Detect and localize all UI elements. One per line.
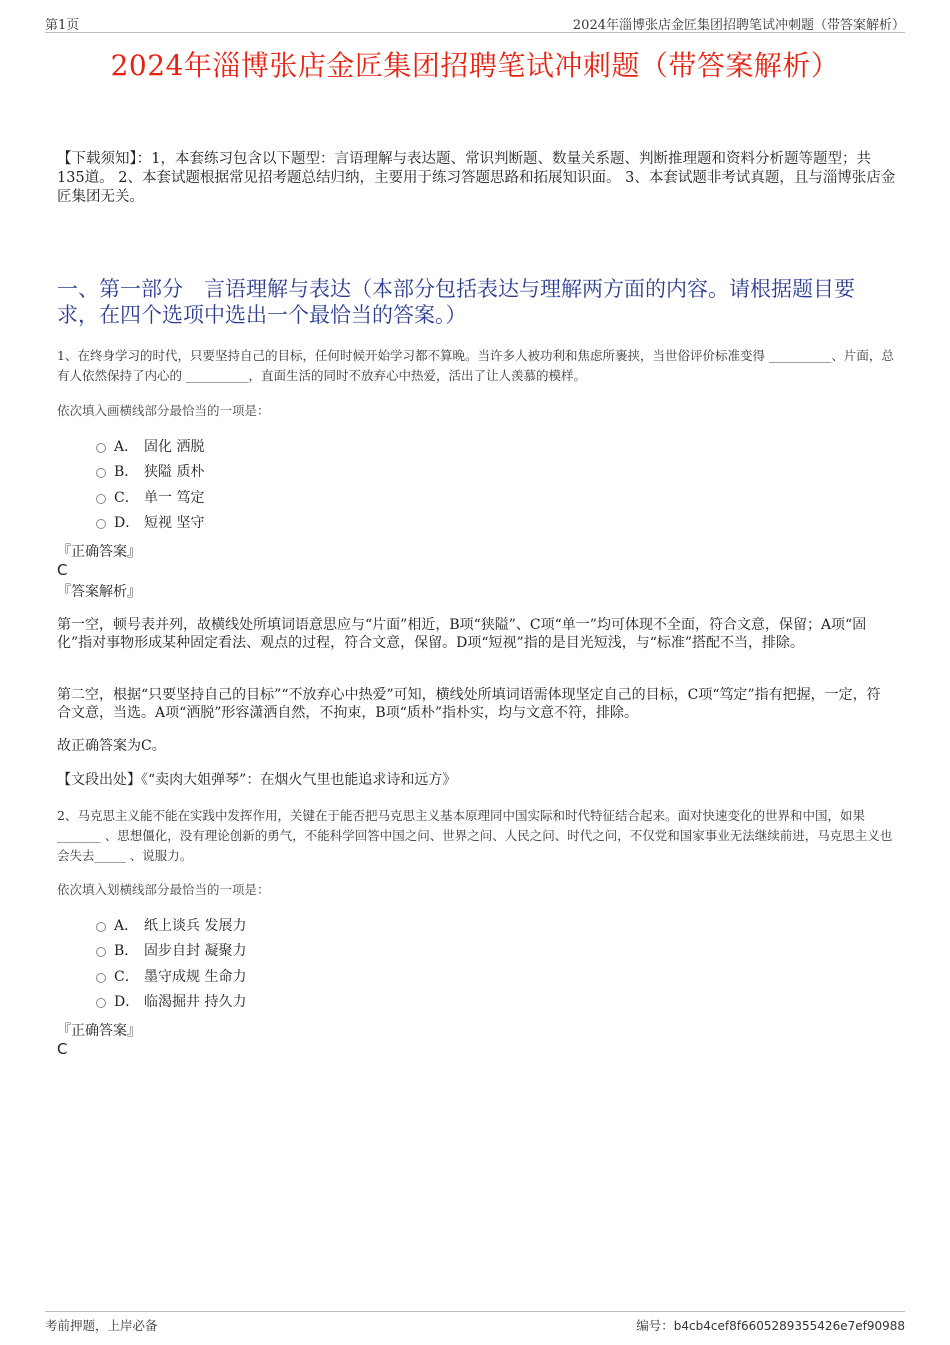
option-text: 纸上谈兵 发展力 bbox=[144, 917, 247, 934]
question-2-text: 2、马克思主义能不能在实践中发挥作用，关键在于能否把马克思主义基本原理同中国实际和时代特征结合起来。面对快速变化的世界和中国，如果_______ 、思想僵化，没有理论创新的勇气，不能科学回答中国之问、世界之问、人民之问、时代之问，不仅党和国家事业无法继续前进，马克思主义也会失去_____ 、说服力。 bbox=[57, 808, 893, 863]
radio-button[interactable] bbox=[96, 519, 106, 529]
radio-button[interactable] bbox=[96, 973, 106, 983]
radio-button[interactable] bbox=[96, 922, 106, 932]
question-1-text: 1、在终身学习的时代，只要坚持自己的目标，任何时候开始学习都不算晚。当许多人被功利和焦虑所裹挟，当世俗评价标准变得 __________、片面，总有人依然保持了内心的 __________，直面生活的同时不放弃心中热爱，活出了让人羡慕的模样。 bbox=[57, 348, 894, 383]
header-doc-title: 2024年淄博张店金匠集团招聘笔试冲刺题（带答案解析） bbox=[572, 18, 905, 33]
option-letter: C． bbox=[114, 968, 139, 985]
download-notice: 【下载须知】：1，本套练习包含以下题型：言语理解与表达题、常识判断题、数量关系题、判断推理题和资料分析题等题型；共135道。 2、本套试题根据常见招考题总结归纳，主要用于练习答题思路和拓展知识面。 3、本套试题非考试真题，且与淄博张店金匠集团无关。 bbox=[57, 151, 896, 205]
document-title: 2024年淄博张店金匠集团招聘笔试冲刺题（带答案解析） bbox=[110, 49, 840, 82]
option-text: 固化 洒脱 bbox=[144, 438, 205, 455]
question-1-answer: C bbox=[57, 561, 68, 579]
question-1-option-c[interactable] bbox=[96, 484, 204, 510]
radio-button[interactable] bbox=[96, 998, 106, 1008]
option-letter: B． bbox=[114, 464, 139, 481]
option-letter: B． bbox=[114, 943, 139, 960]
option-text: 固步自封 凝聚力 bbox=[144, 943, 247, 960]
question-1-analysis-para-1: 第一空，顿号表并列，故横线处所填词语意思应与“片面”相近，B项“狭隘”、C项“单一”均可体现不全面，符合文意，保留；A项“固化”指对事物形成某种固定看法、观点的过程，符合文意，保留。D项“短视”指的是目光短浅，与“标准”搭配不当，排除。 bbox=[57, 617, 867, 651]
option-letter: A． bbox=[114, 438, 139, 455]
question-1-instruction: 依次填入画横线部分最恰当的一项是： bbox=[57, 403, 270, 418]
question-1-option-d[interactable] bbox=[96, 510, 204, 536]
option-text: 单一 笃定 bbox=[144, 489, 205, 506]
question-1-analysis-conclusion: 故正确答案为C。 bbox=[57, 738, 166, 754]
question-2-option-c[interactable] bbox=[96, 963, 246, 989]
question-2-answer: C bbox=[57, 1040, 68, 1058]
question-1-option-b[interactable] bbox=[96, 459, 204, 485]
question-1-analysis-label: 『答案解析』 bbox=[57, 584, 141, 600]
page-header bbox=[45, 14, 905, 33]
option-letter: C． bbox=[114, 489, 139, 506]
document-code-value: b4cb4cef8f6605289355426e7ef90988 bbox=[673, 1319, 905, 1333]
question-2-option-d[interactable] bbox=[96, 989, 246, 1015]
question-2-options bbox=[96, 912, 246, 1014]
question-1-source: 【文段出处】《“卖肉大姐弹琴”：在烟火气里也能追求诗和远方》 bbox=[57, 772, 457, 788]
page-footer bbox=[45, 1311, 905, 1334]
question-1-answer-label: 『正确答案』 bbox=[57, 544, 141, 560]
radio-button[interactable] bbox=[96, 947, 106, 957]
radio-button[interactable] bbox=[96, 443, 106, 453]
question-2-answer-label: 『正确答案』 bbox=[57, 1023, 141, 1039]
question-1-analysis-para-2: 第二空，根据“只要坚持自己的目标”“不放弃心中热爱”可知，横线处所填词语需体现坚定自己的目标，C项“笃定”指有把握，一定，符合文意，当选。A项“洒脱”形容潇洒自然，不拘束，B项“质朴”指朴实，均与文意不符，排除。 bbox=[57, 687, 881, 721]
option-letter: A． bbox=[114, 917, 139, 934]
question-2-option-a[interactable] bbox=[96, 912, 246, 938]
radio-button[interactable] bbox=[96, 468, 106, 478]
page-number: 第1页 bbox=[45, 18, 80, 33]
document-code bbox=[636, 1316, 905, 1334]
question-1-option-a[interactable] bbox=[96, 433, 204, 459]
question-2-instruction: 依次填入划横线部分最恰当的一项是： bbox=[57, 882, 270, 897]
option-text: 狭隘 质朴 bbox=[144, 464, 205, 481]
section-title: 一、第一部分 言语理解与表达（本部分包括表达与理解两方面的内容。请根据题目要求，在四个选项中选出一个最恰当的答案。） bbox=[57, 277, 855, 327]
option-letter: D． bbox=[114, 994, 140, 1011]
question-1-options bbox=[96, 433, 204, 535]
option-text: 墨守成规 生命力 bbox=[144, 968, 247, 985]
option-text: 短视 坚守 bbox=[144, 515, 205, 532]
option-letter: D． bbox=[114, 515, 140, 532]
option-text: 临渴掘井 持久力 bbox=[144, 994, 247, 1011]
radio-button[interactable] bbox=[96, 494, 106, 504]
document-code-label: 编号： bbox=[636, 1318, 674, 1333]
question-2-option-b[interactable] bbox=[96, 938, 246, 964]
footer-slogan: 考前押题，上岸必备 bbox=[45, 1318, 158, 1333]
